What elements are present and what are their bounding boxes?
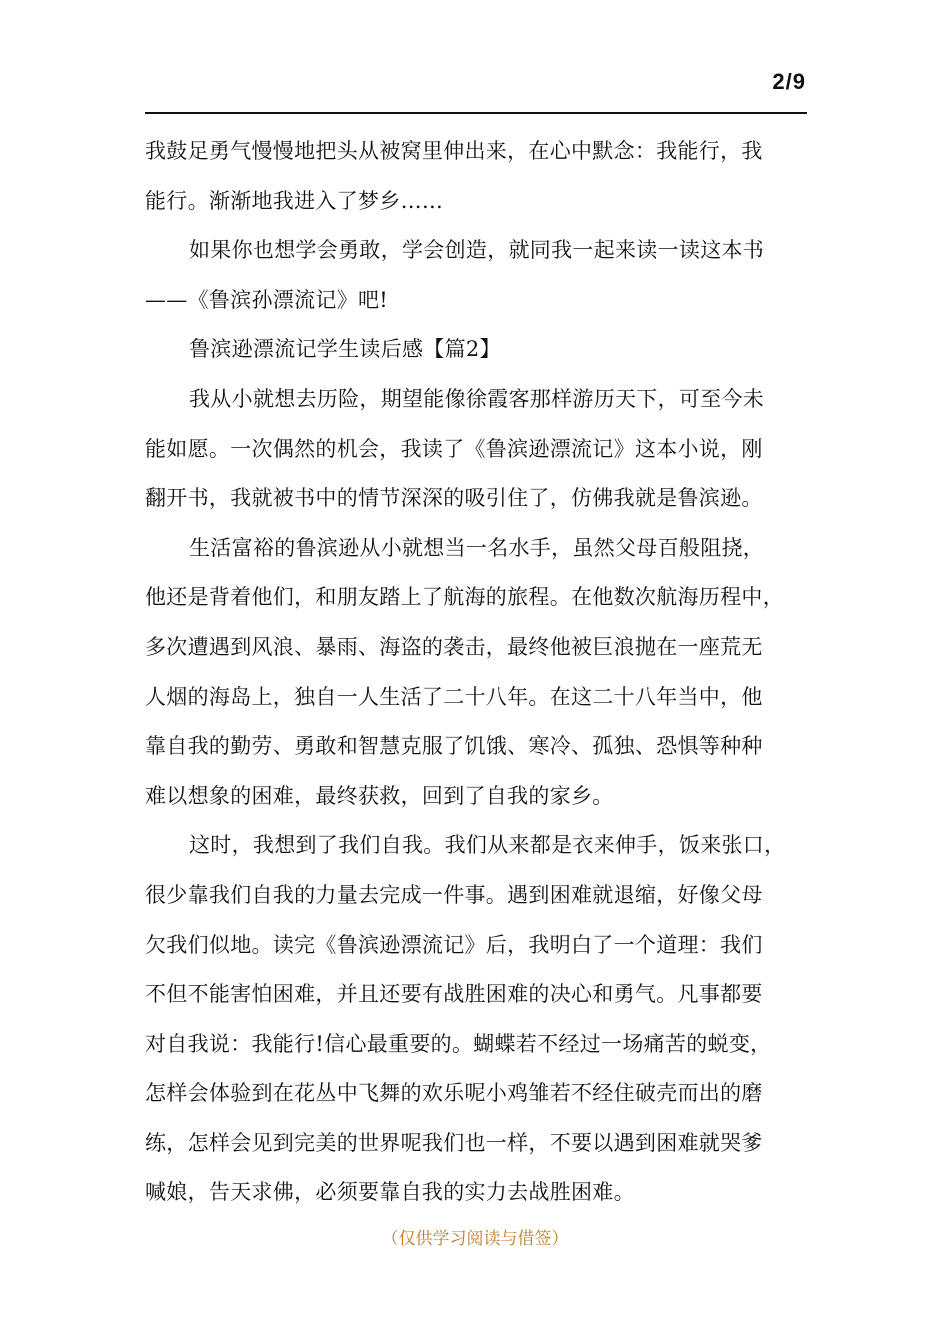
paragraph-line: 喊娘，告天求佛，必须要靠自我的实力去战胜困难。 (145, 1180, 635, 1205)
paragraph-line: 很少靠我们自我的力量去完成一件事。遇到困难就退缩，好像父母 (145, 882, 763, 907)
paragraph-line: 怎样会体验到在花丛中飞舞的欢乐呢小鸡雏若不经住破壳而出的磨 (145, 1081, 763, 1106)
paragraph-line: 难以想象的困难，最终获救，回到了自我的家乡。 (145, 783, 614, 808)
paragraph-line: ——《鲁滨孙漂流记》吧! (145, 287, 389, 312)
paragraph-line: 靠自我的勤劳、勇敢和智慧克服了饥饿、寒冷、孤独、恐惧等种种 (145, 734, 763, 759)
paragraph-line: 生活富裕的鲁滨逊从小就想当一名水手，虽然父母百般阻挠， (189, 535, 765, 560)
paragraph-line: 我鼓足勇气慢慢地把头从被窝里伸出来，在心中默念：我能行，我 (145, 139, 763, 163)
document-body (145, 127, 807, 1218)
paragraph-line: 能行。渐渐地我进入了梦乡…… (145, 188, 444, 213)
section-heading: 鲁滨逊漂流记学生读后感【篇2】 (189, 337, 501, 362)
paragraph-line: 我从小就想去历险，期望能像徐霞客那样游历天下，可至今未 (189, 386, 765, 411)
paragraph-line: 不但不能害怕困难，并且还要有战胜困难的决心和勇气。凡事都要 (145, 982, 763, 1007)
paragraph-line: 练，怎样会见到完美的世界呢我们也一样，不要以遇到困难就哭爹 (145, 1130, 763, 1155)
paragraph-line: 对自我说：我能行!信心最重要的。蝴蝶若不经过一场痛苦的蜕变， (145, 1031, 772, 1056)
page-number: 2/9 (772, 69, 806, 94)
footer-note: （仅供学习阅读与借签） (381, 1229, 569, 1249)
paragraph-line: 他还是背着他们，和朋友踏上了航海的旅程。在他数次航海历程中， (145, 585, 784, 610)
paragraph-line: 这时，我想到了我们自我。我们从来都是衣来伸手，饭来张口， (189, 833, 786, 858)
paragraph-line: 如果你也想学会勇敢，学会创造，就同我一起来读一读这本书 (189, 238, 765, 263)
paragraph-line: 人烟的海岛上，独自一人生活了二十八年。在这二十八年当中，他 (145, 684, 763, 709)
paragraph-line: 能如愿。一次偶然的机会，我读了《鲁滨逊漂流记》这本小说，刚 (145, 436, 763, 461)
header-divider (145, 112, 807, 114)
paragraph-line: 多次遭遇到风浪、暴雨、海盗的袭击，最终他被巨浪抛在一座荒无 (145, 634, 763, 659)
paragraph-line: 欠我们似地。读完《鲁滨逊漂流记》后，我明白了一个道理：我们 (145, 932, 763, 957)
paragraph-line: 翻开书，我就被书中的情节深深的吸引住了，仿佛我就是鲁滨逊。 (145, 486, 763, 511)
